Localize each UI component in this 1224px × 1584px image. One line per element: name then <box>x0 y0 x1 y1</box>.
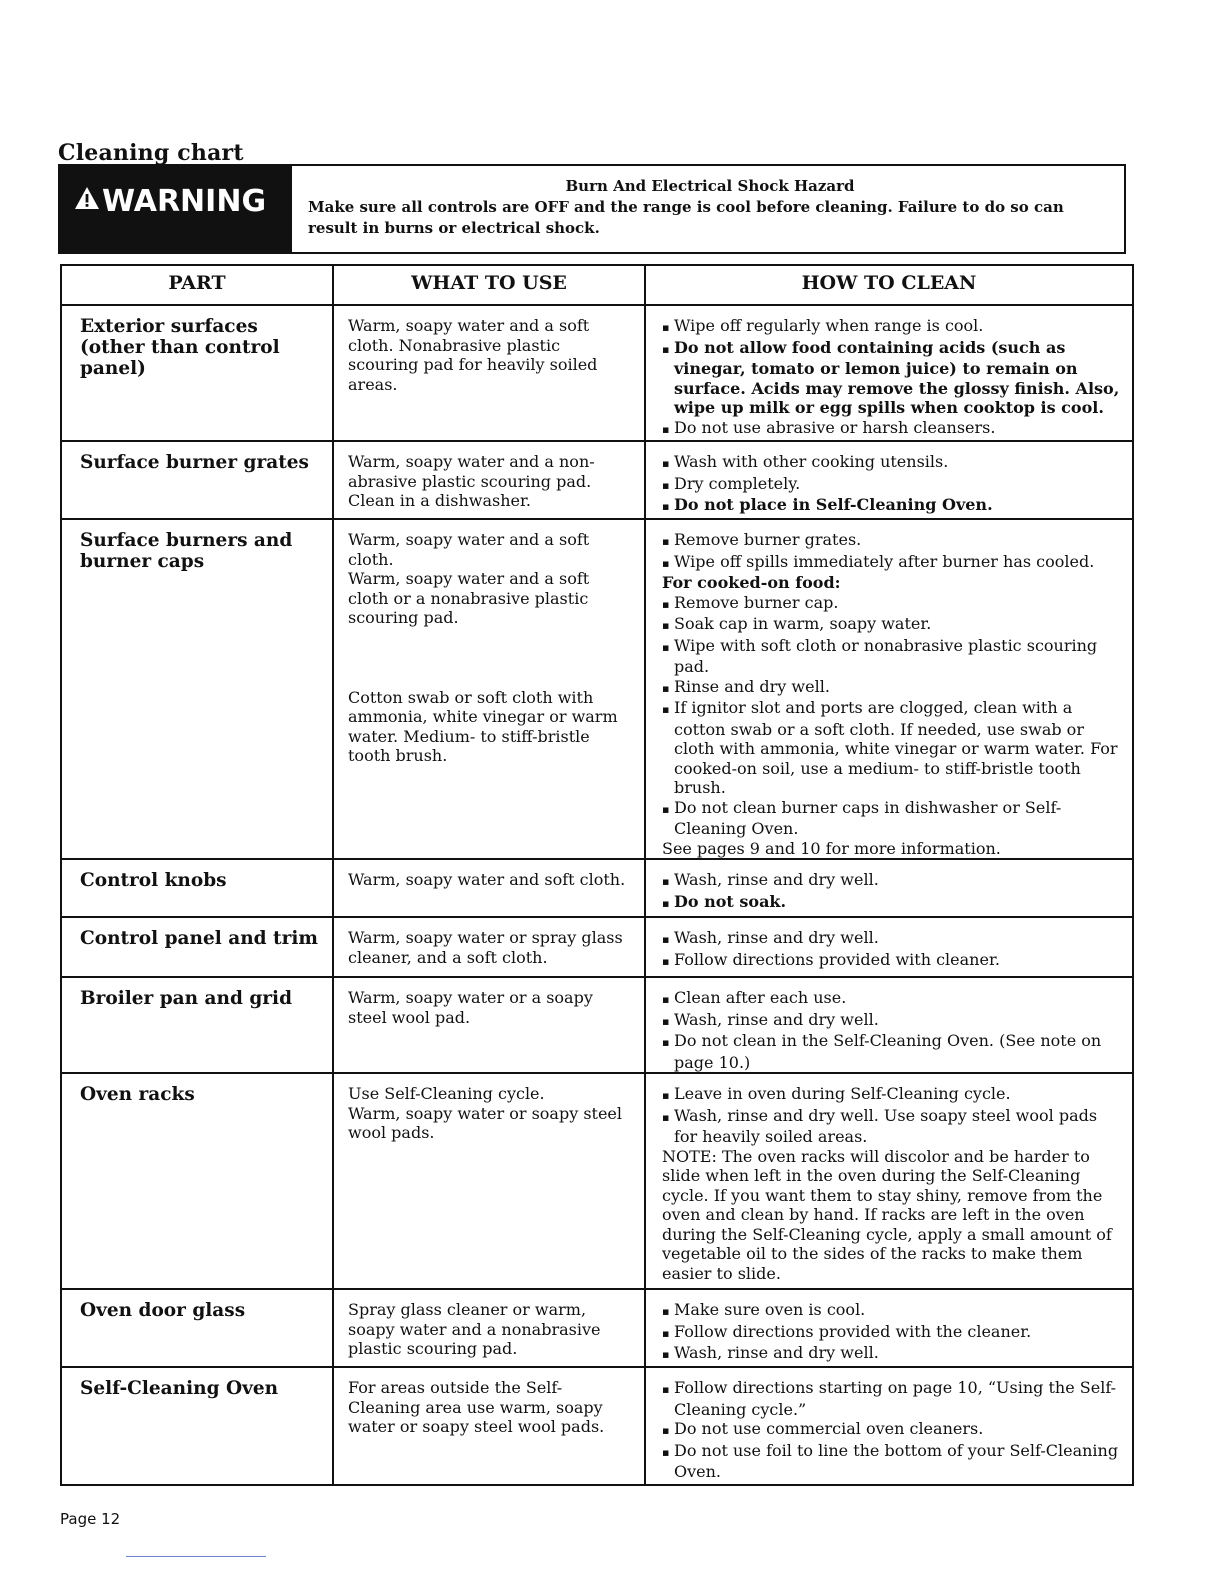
what-text: Warm, soapy water and a soft cloth. Nonabrasive plastic scouring pad for heavily soiled areas. <box>348 316 598 394</box>
part-cell: Surface burner grates <box>61 441 333 519</box>
list-item: ▪ Wash, rinse and dry well. Use soapy steel wool pads for heavily soiled areas. <box>662 1106 1122 1147</box>
warning-triangle-icon <box>74 186 100 210</box>
table-row <box>61 305 1133 441</box>
warning-label <box>60 166 292 252</box>
what-text: Warm, soapy water and a soft cloth. <box>348 530 590 569</box>
table-row <box>61 977 1133 1073</box>
part-cell: Surface burners and burner caps <box>61 519 333 859</box>
subheading: For cooked-on food: <box>662 573 841 592</box>
list-item: ▪ If ignitor slot and ports are clogged, clean with a cotton swab or a soft cloth. If needed, use swab or cloth with ammonia, white vinegar or warm water. For cooked-on soil, use a medium- to stiff-bristle tooth brush. <box>662 698 1122 798</box>
how-cell <box>645 441 1133 519</box>
warning-box <box>58 164 1126 254</box>
list-item: ▪ Do not use foil to line the bottom of your Self-Cleaning Oven. <box>662 1441 1122 1482</box>
table-row <box>61 519 1133 859</box>
what-cell <box>333 441 645 519</box>
what-text: Warm, soapy water and a non-abrasive plastic scouring pad. Clean in a dishwasher. <box>348 452 595 510</box>
how-cell <box>645 859 1133 917</box>
list-item: ▪ Do not use abrasive or harsh cleansers. <box>662 418 1122 440</box>
part-cell: Broiler pan and grid <box>61 977 333 1073</box>
part-cell: Oven door glass <box>61 1289 333 1367</box>
list-item: ▪ Do not place in Self-Cleaning Oven. <box>662 495 1122 517</box>
list-item: ▪ Clean after each use. <box>662 988 1122 1010</box>
list-item: ▪ Remove burner grates. <box>662 530 1122 552</box>
list-item: ▪ Wipe off regularly when range is cool. <box>662 316 1122 338</box>
warning-heading: Burn And Electrical Shock Hazard <box>565 177 855 195</box>
cleaning-chart-table <box>60 264 1134 1486</box>
list-item: ▪ Make sure oven is cool. <box>662 1300 1122 1322</box>
cross-reference-note: See pages 9 and 10 for more information. <box>662 838 1001 858</box>
what-text: Warm, soapy water or a soapy steel wool pad. <box>348 988 593 1027</box>
part-cell: Oven racks <box>61 1073 333 1289</box>
list-item: ▪ Follow directions provided with cleaner. <box>662 950 1122 972</box>
list-item: ▪ Follow directions starting on page 10, “Using the Self-Cleaning cycle.” <box>662 1378 1122 1419</box>
what-cell <box>333 1367 645 1485</box>
table-row <box>61 1073 1133 1289</box>
what-text: Warm, soapy water and a soft cloth or a nonabrasive plastic scouring pad. <box>348 569 590 627</box>
list-item: ▪ Wash, rinse and dry well. <box>662 870 1122 892</box>
what-text: For areas outside the Self-Cleaning area use warm, soapy water or soapy steel wool pads. <box>348 1378 605 1436</box>
list-item: ▪ Do not soak. <box>662 892 1122 914</box>
what-text: Spray glass cleaner or warm, soapy water and a nonabrasive plastic scouring pad. <box>348 1300 601 1358</box>
list-item: ▪ Wash, rinse and dry well. <box>662 1343 1122 1365</box>
how-cell <box>645 1073 1133 1289</box>
how-cell <box>645 519 1133 859</box>
table-row <box>61 1367 1133 1485</box>
how-cell <box>645 977 1133 1073</box>
warning-text-block <box>292 166 1124 252</box>
table-row <box>61 917 1133 977</box>
what-text: Warm, soapy water or soapy steel wool pads. <box>348 1103 623 1142</box>
list-item: ▪ Dry completely. <box>662 474 1122 496</box>
how-cell <box>645 1367 1133 1485</box>
list-item: ▪ Wash with other cooking utensils. <box>662 452 1122 474</box>
what-cell <box>333 977 645 1073</box>
what-cell <box>333 859 645 917</box>
what-cell <box>333 519 645 859</box>
list-item: ▪ Do not allow food containing acids (such as vinegar, tomato or lemon juice) to remain on surface. Acids may remove the glossy finish. Also, wipe up milk or egg spills when cooktop is cool. <box>662 338 1122 418</box>
list-item: ▪ Do not clean burner caps in dishwasher or Self-Cleaning Oven. <box>662 798 1122 839</box>
table-row <box>61 1289 1133 1367</box>
list-item: ▪ Remove burner cap. <box>662 593 1122 615</box>
column-header-how: HOW TO CLEAN <box>645 265 1133 305</box>
what-cell <box>333 1073 645 1289</box>
part-cell: Self-Cleaning Oven <box>61 1367 333 1485</box>
what-text: Use Self-Cleaning cycle. <box>348 1084 545 1103</box>
part-cell: Control knobs <box>61 859 333 917</box>
warning-label-text: WARNING <box>102 184 267 219</box>
what-text: Cotton swab or soft cloth with ammonia, white vinegar or warm water. Medium- to stiff-bristle tooth brush. <box>348 687 618 765</box>
column-header-what: WHAT TO USE <box>333 265 645 305</box>
what-cell <box>333 305 645 441</box>
list-item: ▪ Wipe off spills immediately after burner has cooled. <box>662 552 1122 574</box>
column-header-part: PART <box>61 265 333 305</box>
how-cell <box>645 305 1133 441</box>
part-cell: Control panel and trim <box>61 917 333 977</box>
list-item: ▪ Wash, rinse and dry well. <box>662 1010 1122 1032</box>
table-row <box>61 441 1133 519</box>
part-cell: Exterior surfaces (other than control panel) <box>61 305 333 441</box>
list-item: ▪ Rinse and dry well. <box>662 677 1122 699</box>
page-number: Page 12 <box>60 1510 121 1528</box>
list-item: ▪ Do not clean in the Self-Cleaning Oven. (See note on page 10.) <box>662 1031 1122 1072</box>
how-cell <box>645 1289 1133 1367</box>
note-text: NOTE: The oven racks will discolor and be harder to slide when left in the oven during the Self-Cleaning cycle. If you want them to stay shiny, remove from the oven and clean by hand. If racks are left in the oven during the Self-Cleaning cycle, apply a small amount of vegetable oil to the sides of the racks to make them easier to slide. <box>662 1146 1112 1283</box>
list-item: ▪ Do not use commercial oven cleaners. <box>662 1419 1122 1441</box>
list-item: ▪ Follow directions provided with the cleaner. <box>662 1322 1122 1344</box>
table-row <box>61 859 1133 917</box>
what-text: Warm, soapy water and soft cloth. <box>348 870 626 889</box>
warning-body: Make sure all controls are OFF and the range is cool before cleaning. Failure to do so can result in burns or electrical shock. <box>308 198 1064 237</box>
list-item: ▪ Leave in oven during Self-Cleaning cycle. <box>662 1084 1122 1106</box>
section-title: Cleaning chart <box>58 140 244 166</box>
table-header-row <box>61 265 1133 305</box>
list-item: ▪ Soak cap in warm, soapy water. <box>662 614 1122 636</box>
how-cell <box>645 917 1133 977</box>
divider <box>126 1556 266 1557</box>
list-item: ▪ Wash, rinse and dry well. <box>662 928 1122 950</box>
list-item: ▪ Wipe with soft cloth or nonabrasive plastic scouring pad. <box>662 636 1122 677</box>
what-cell <box>333 917 645 977</box>
what-cell <box>333 1289 645 1367</box>
what-text: Warm, soapy water or spray glass cleaner, and a soft cloth. <box>348 928 623 967</box>
